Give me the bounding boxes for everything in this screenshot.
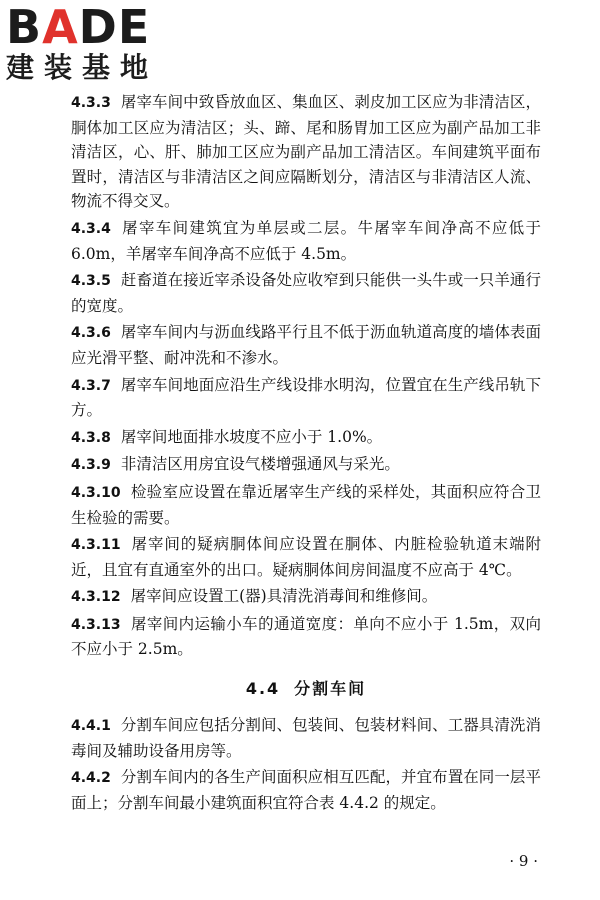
clause-text: 屠宰间地面排水坡度不应小于 1.0%。: [120, 427, 383, 446]
clause-text: 检验室应设置在靠近屠宰生产线的采样处，其面积应符合卫生检验的需要。: [71, 482, 541, 527]
clause-paragraph: [71, 425, 541, 451]
clause-paragraph: [71, 216, 541, 266]
clause-number: 4.4.1: [71, 718, 111, 735]
clauses-section-4-4: [71, 713, 541, 815]
clause-text: 分割车间内的各生产间面积应相互匹配，并宜布置在同一层平面上；分割车间最小建筑面积宜符合表 4.4.2 的规定。: [71, 768, 541, 812]
clause-number: 4.3.13: [71, 616, 121, 633]
clause-number: 4.3.4: [71, 220, 111, 237]
clause-number: 4.3.5: [71, 273, 111, 290]
clause-paragraph: [71, 765, 541, 815]
section-number: 4.4: [245, 679, 281, 699]
logo-subtitle: 建装基地: [6, 51, 159, 84]
clause-paragraph: [71, 612, 541, 662]
section-title-text: 分割车间: [294, 679, 367, 699]
clause-number: 4.3.8: [71, 429, 111, 446]
clause-text: 屠宰间应设置工(器)具清洗消毒间和维修间。: [130, 587, 438, 606]
page-number: · 9 ·: [509, 852, 538, 870]
clause-paragraph: [71, 584, 541, 610]
document-body: [71, 90, 541, 817]
clause-number: 4.4.2: [71, 770, 111, 787]
clause-text: 屠宰间的疑病胴体间应设置在胴体、内脏检验轨道末端附近，且宜有直通室外的出口。疑病胴体间房间温度不应高于 4℃。: [71, 535, 541, 579]
section-heading: [71, 676, 541, 699]
clauses-section-4-3: [71, 90, 541, 662]
logo-wordmark: BADE: [6, 0, 151, 54]
clause-number: 4.3.10: [71, 484, 121, 501]
clause-paragraph: [71, 452, 541, 478]
clause-paragraph: [71, 480, 541, 530]
clause-text: 非清洁区用房宜设气楼增强通风与采光。: [120, 455, 400, 474]
clause-paragraph: [71, 90, 541, 214]
clause-text: 屠宰车间中致昏放血区、集血区、剥皮加工区应为非清洁区，胴体加工区应为清洁区；头、蹄、尾和肠胃加工区应为副产品加工非清洁区，心、肝、肺加工区应为副产品加工清洁区。车间建筑平面布置时，清洁区与非清洁区之间应隔断划分，清洁区与非清洁区人流、物流不得交叉。: [71, 93, 541, 211]
clause-paragraph: [71, 713, 541, 763]
clause-paragraph: [71, 268, 541, 318]
clause-number: 4.3.12: [71, 589, 121, 606]
clause-number: 4.3.11: [71, 537, 121, 554]
clause-number: 4.3.6: [71, 325, 111, 342]
clause-text: 屠宰间内运输小车的通道宽度：单向不应小于 1.5m，双向不应小于 2.5m。: [71, 614, 541, 659]
clause-text: 赶畜道在接近宰杀设备处应收窄到只能供一头牛或一只羊通行的宽度。: [71, 271, 541, 315]
bade-logo: [6, 0, 206, 88]
clause-number: 4.3.9: [71, 457, 111, 474]
clause-paragraph: [71, 373, 541, 423]
clause-number: 4.3.7: [71, 377, 111, 394]
clause-text: 屠宰车间内与沥血线路平行且不低于沥血轨道高度的墙体表面应光滑平整、耐冲洗和不渗水。: [71, 323, 541, 367]
clause-text: 分割车间应包括分割间、包装间、包装材料间、工器具清洗消毒间及辅助设备用房等。: [71, 716, 541, 760]
clause-paragraph: [71, 320, 541, 370]
clause-paragraph: [71, 532, 541, 582]
clause-text: 屠宰车间建筑宜为单层或二层。牛屠宰车间净高不应低于 6.0m，羊屠宰车间净高不应低于 4.5m。: [71, 218, 541, 263]
clause-number: 4.3.3: [71, 95, 111, 111]
clause-text: 屠宰车间地面应沿生产线设排水明沟，位置宜在生产线吊轨下方。: [71, 375, 541, 420]
